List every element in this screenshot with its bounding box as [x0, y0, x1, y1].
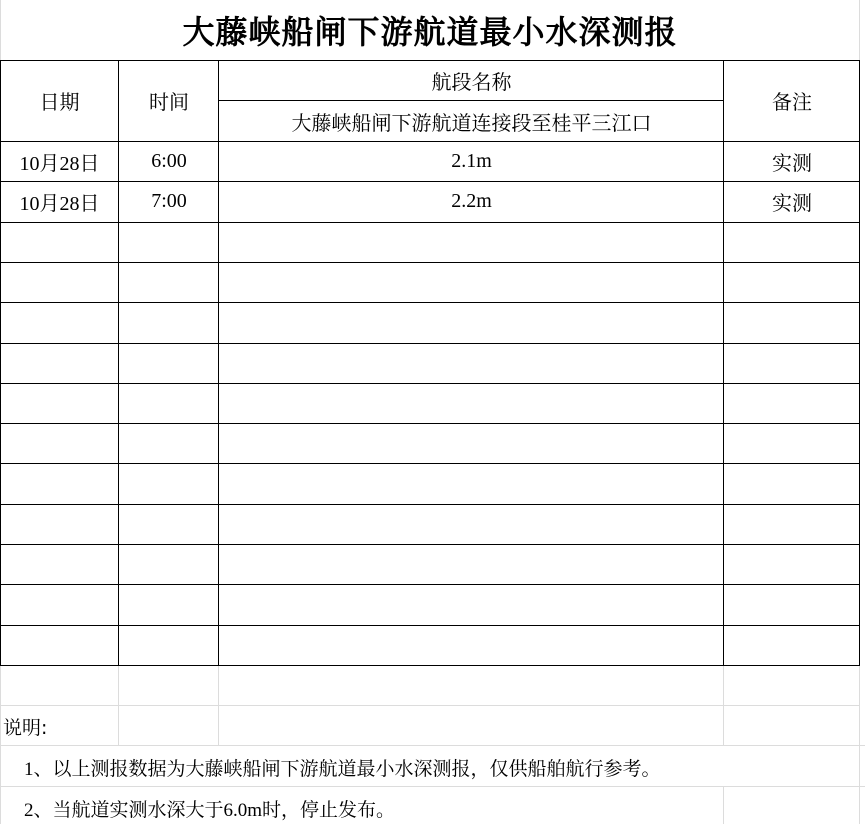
notes-heading: 说明:	[3, 716, 48, 739]
header-time: 时间	[149, 90, 189, 114]
table-border	[118, 60, 119, 666]
cell-date: 10月28日	[19, 192, 100, 215]
header-section-name: 航段名称	[431, 70, 512, 94]
header-remark: 备注	[772, 90, 812, 114]
cell-date	[0, 423, 119, 463]
cell-remark	[724, 463, 860, 503]
table-border	[0, 423, 860, 424]
grid-line	[723, 787, 724, 824]
cell-time	[119, 423, 219, 463]
cell-depth	[219, 584, 724, 624]
table-border	[0, 544, 860, 545]
note-line-2: 2、当航道实测水深大于6.0m时，停止发布。	[24, 799, 396, 821]
table-border	[0, 302, 860, 303]
table-border	[723, 60, 724, 666]
cell-time	[119, 463, 219, 503]
cell-remark: 实测	[772, 150, 812, 175]
header-date: 日期	[39, 90, 80, 114]
cell-date	[0, 504, 119, 544]
grid-line	[0, 0, 1, 60]
header-section-value: 大藤峡船闸下游航道连接段至桂平三江口	[291, 110, 652, 135]
cell-date	[0, 463, 119, 503]
cell-depth	[219, 463, 724, 503]
cell-remark	[724, 423, 860, 463]
cell-time	[119, 302, 219, 342]
cell-time	[119, 504, 219, 544]
table-border	[0, 60, 1, 666]
table-border	[218, 60, 219, 666]
cell-date: 10月28日	[19, 152, 100, 175]
cell-remark	[724, 222, 860, 262]
cell-date	[0, 584, 119, 624]
table-border	[0, 222, 860, 223]
table-border	[0, 584, 860, 585]
grid-line	[0, 705, 860, 706]
table-border	[0, 60, 860, 61]
cell-depth	[219, 222, 724, 262]
cell-remark	[724, 262, 860, 302]
cell-depth: 2.2m	[451, 189, 492, 212]
cell-date	[0, 343, 119, 383]
cell-depth	[219, 262, 724, 302]
cell-depth	[219, 383, 724, 423]
cell-depth	[219, 343, 724, 383]
table-border	[0, 141, 860, 142]
grid-line	[859, 0, 860, 60]
cell-depth	[219, 423, 724, 463]
cell-remark	[724, 544, 860, 584]
cell-date	[0, 625, 119, 665]
cell-depth: 2.1m	[451, 149, 492, 172]
cell-time	[119, 343, 219, 383]
grid-line	[0, 665, 1, 824]
cell-depth	[219, 504, 724, 544]
cell-remark	[724, 584, 860, 624]
table-border	[859, 60, 860, 666]
cell-remark	[724, 343, 860, 383]
report-title: 大藤峡船闸下游航道最小水深测报	[182, 13, 678, 51]
cell-date	[0, 383, 119, 423]
table-border	[0, 343, 860, 344]
cell-time	[119, 625, 219, 665]
cell-remark: 实测	[772, 190, 812, 215]
cell-remark	[724, 625, 860, 665]
cell-remark	[724, 504, 860, 544]
cell-depth	[219, 544, 724, 584]
cell-time	[119, 262, 219, 302]
table-border	[0, 504, 860, 505]
cell-date	[0, 222, 119, 262]
table-border	[0, 383, 860, 384]
table-border	[0, 625, 860, 626]
note-line-1: 1、以上测报数据为大藤峡船闸下游航道最小水深测报，仅供船舶航行参考。	[24, 758, 661, 780]
cell-depth	[219, 302, 724, 342]
grid-line	[118, 665, 119, 746]
cell-time	[119, 584, 219, 624]
grid-line	[859, 665, 860, 746]
table-border	[219, 100, 724, 101]
cell-time	[119, 383, 219, 423]
cell-time: 6:00	[151, 149, 187, 172]
grid-line	[859, 745, 860, 824]
cell-remark	[724, 302, 860, 342]
cell-date	[0, 262, 119, 302]
cell-time: 7:00	[151, 189, 187, 212]
grid-line	[723, 665, 724, 746]
cell-date	[0, 302, 119, 342]
cell-date	[0, 544, 119, 584]
table-border	[0, 463, 860, 464]
grid-line	[218, 665, 219, 746]
table-border	[0, 262, 860, 263]
cell-time	[119, 544, 219, 584]
cell-remark	[724, 383, 860, 423]
cell-depth	[219, 625, 724, 665]
cell-time	[119, 222, 219, 262]
table-border	[0, 665, 860, 666]
table-border	[0, 181, 860, 182]
